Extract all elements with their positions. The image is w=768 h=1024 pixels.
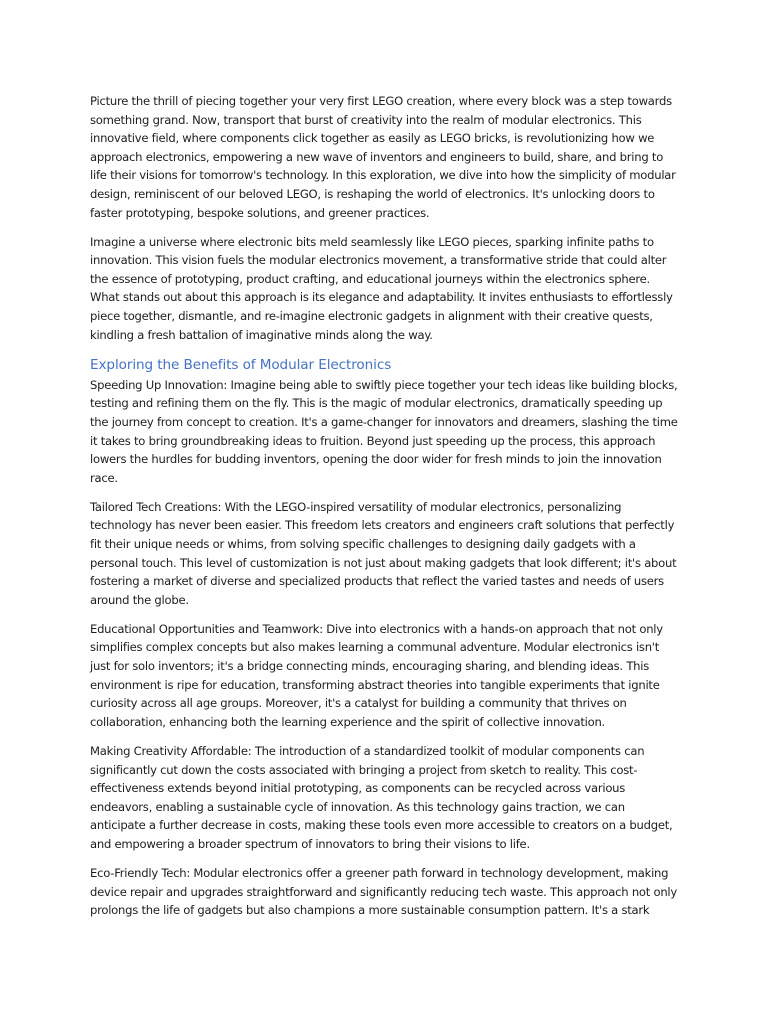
intro-paragraph-2: Imagine a universe where electronic bits meld seamlessly like LEGO pieces, sparking infinite paths to innovation. This vision fuels the modular electronics movement, a transformative stride that could alter the essence of prototyping, product crafting, and educational journeys within the electronics sphere. What stands out about this approach is its elegance and adaptability. It invites enthusiasts to effortlessly piece together, dismantle, and re-imagine electronic gadgets in alignment with their creative quests, kindling a fresh battalion of imaginative minds along the way. — [90, 234, 673, 342]
benefit-paragraph-affordability: Making Creativity Affordable: The introduction of a standardized toolkit of modular components can significantly cut down the costs associated with bringing a project from sketch to reality. This cost-effectiveness extends beyond initial prototyping, as components can be recycled across various endeavors, enabling a sustainable cycle of innovation. As this technology gains traction, we can anticipate a further decrease in costs, making these tools even more accessible to creators on a budget, and empowering a broader spectrum of innovators to bring their visions to life. — [90, 743, 673, 851]
section-heading: Exploring the Benefits of Modular Electronics — [90, 356, 392, 373]
intro-paragraph-1: Picture the thrill of piecing together your very first LEGO creation, where every block was a step towards something grand. Now, transport that burst of creativity into the realm of modular electronics. This innovative field, where components click together as easily as LEGO bricks, is revolutionizing how we approach electronics, empowering a new wave of inventors and engineers to build, share, and bring to life their visions for tomorrow's technology. In this exploration, we dive into how the simplicity of modular design, reminiscent of our beloved LEGO, is reshaping the world of electronics. It's unlocking doors to faster prototyping, bespoke solutions, and greener practices. — [90, 94, 676, 220]
document-page — [90, 92, 682, 930]
benefit-paragraph-eco-friendly: Eco-Friendly Tech: Modular electronics offer a greener path forward in technology development, making device repair and upgrades straightforward and significantly reducing tech waste. This approach not only prolongs the life of gadgets but also champions a more sustainable consumption pattern. It's a stark — [90, 865, 678, 918]
benefit-paragraph-tailored-tech: Tailored Tech Creations: With the LEGO-inspired versatility of modular electronics, personalizing technology has never been easier. This freedom lets creators and engineers craft solutions that perfectly fit their unique needs or whims, from solving specific challenges to designing daily gadgets with a personal touch. This level of customization is not just about making gadgets that look different; it's about fostering a market of diverse and specialized products that reflect the varied tastes and needs of users around the globe. — [90, 499, 677, 607]
benefit-paragraph-speeding-up-innovation: Speeding Up Innovation: Imagine being able to swiftly piece together your tech ideas like building blocks, testing and refining them on the fly. This is the magic of modular electronics, dramatically speeding up the journey from concept to creation. It's a game-changer for innovators and dreamers, slashing the time it takes to bring groundbreaking ideas to fruition. Beyond just speeding up the process, this approach lowers the hurdles for budding inventors, opening the door wider for fresh minds to join the innovation race. — [90, 377, 678, 485]
benefit-paragraph-education-teamwork: Educational Opportunities and Teamwork: Dive into electronics with a hands-on approach that not only simplifies complex concepts but also makes learning a communal adventure. Modular electronics isn't just for solo inventors; it's a bridge connecting minds, encouraging sharing, and blending ideas. This environment is ripe for education, transforming abstract theories into tangible experiments that ignite curiosity across all age groups. Moreover, it's a catalyst for building a community that thrives on collaboration, enhancing both the learning experience and the spirit of collective innovation. — [90, 621, 663, 729]
